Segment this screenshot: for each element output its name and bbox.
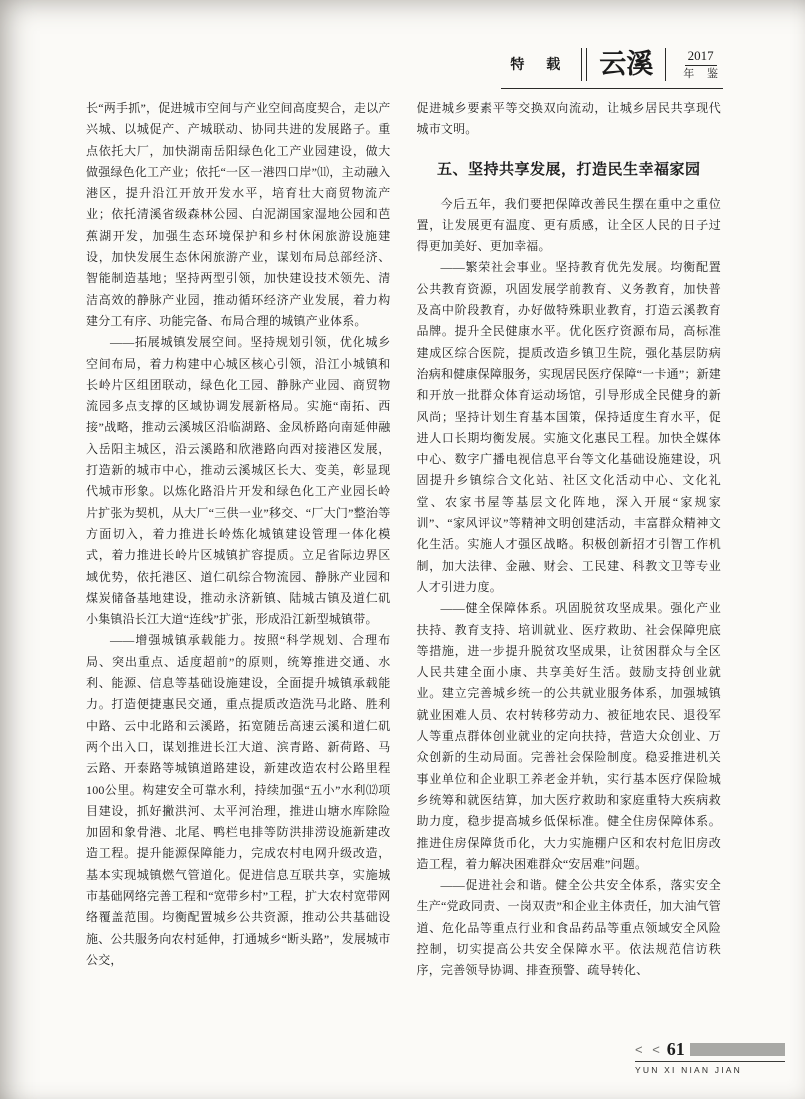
header-group [501, 48, 723, 89]
page-body [86, 98, 721, 1037]
paragraph: ——健全保障体系。巩固脱贫攻坚成果。强化产业扶持、教育支持、培训就业、医疗救助、社会保障兜底等措施，进一步提升脱贫攻坚成果，让贫困群众与全区人民共建全面小康、共享美好生活。鼓励支持创业就业。建立完善城乡统一的公共就业服务体系，加强城镇就业困难人员、农村转移劳动力、被征地农民、退役军人等重点群体创业就业的定向扶持，营造大众创业、万众创新的生动局面。完善社会保险制度。稳妥推进机关事业单位和企业职工养老金并轨，实行基本医疗保险城乡统筹和就医结算，加大医疗救助和家庭重特大疾病救助力度，稳步提高城乡低保标准。健全住房保障体系。推进住房保障货币化，大力实施棚户区和农村危旧房改造工程，着力解决困难群众“安居难”问题。 [416, 601, 721, 871]
section-label: 特 载 [510, 56, 570, 73]
year-block [678, 48, 723, 81]
yearbook-edition: 年 鉴 [683, 67, 723, 80]
paragraph: ——增强城镇承载能力。按照“科学规划、合理布局、突出重点、适度超前”的原则，统筹推进交通、水利、能源、信息等基础设施建设，全面提升城镇承载能力。打造便捷惠民交通，重点提质改造洗马北路、胜利中路、云中北路和云溪路，拓宽随岳高速云溪和道仁矶两个出入口，谋划推进长江大道、滨青路、新荷路、马云路、开泰路等城镇道路建设，新建改造农村公路里程100公里。构建安全可靠水利，持续加强“五小”水利⑿项目建设，抓好撇洪河、太平河治理，推进山塘水库除险加固和象骨港、北尾、鸭栏电排等防洪排涝设施新建改造工程。提升能源保障能力，完成农村电网升级改造，基本实现城镇燃气管道化。促进信息互联共享，实施城市基础网络完善工程和“宽带乡村”工程，扩大农村宽带网络覆盖范围。均衡配置城乡公共资源，推动公共基础设施、公共服务向农村延伸，打通城乡“断头路”，发展城市公交， [86, 633, 391, 967]
paragraph: ——促进社会和谐。健全公共安全体系，落实安全生产“党政同责、一岗双责”和企业主体责任，加大油气管道、危化品等重点行业和食品药品等重点领域安全风险控制，切实提高公共安全保障水平。依法规范信访秩序，完善领导协调、排查预警、疏导转化、 [416, 878, 721, 978]
page-number: 61 [666, 1039, 685, 1059]
page-footer [635, 1040, 785, 1075]
paragraph: ——繁荣社会事业。坚持教育优先发展。均衡配置公共教育资源，巩固发展学前教育、义务教育，加快普及高中阶段教育，办好做特殊职业教育，打造云溪教育品牌。提升全民健康水平。优化医疗资源布局，高标准建成区综合医院，提质改造乡镇卫生院，强化基层防病治病和健康保障服务，实现居民医疗保障“一卡通”；新建和开放一批群众体育运动场馆，引导形成全民健身的新风尚；坚持计划生育基本国策，保持适度生育水平，促进人口长期均衡发展。实施文化惠民工程。加快全媒体中心、数字广播电视信息平台等文化基础设施建设，巩固提升乡镇综合文化站、社区文化活动中心、文化礼堂、农家书屋等基层文化阵地，深入开展“家规家训”、“家风评议”等精神文明创建活动，丰富群众精神文化生活。实施人才强区战略。积极创新招才引智工作机制，加大法律、金融、财会、工民建、科教文卫等专业人才引进力度。 [416, 260, 721, 594]
section-heading: 五、坚持共享发展，打造民生幸福家园 [436, 160, 701, 178]
paragraph: 今后五年，我们要把保障改善民生摆在重中之重位置，让发展更有温度、更有质感，让全区人民的日子过得更加美好、更加幸福。 [416, 196, 721, 254]
page-header [501, 48, 723, 89]
left-column [86, 98, 391, 1037]
yearbook-brand: 云溪 [599, 48, 654, 79]
paragraph: 长“两手抓”，促进城市空间与产业空间高度契合，走以产兴城、以城促产、产城联动、协同共进的发展路子。重点依托大厂，加快湖南岳阳绿色化工产业园建设，做大做强绿色化工产业；依托“一区一港四口岸”⑾，主动融入港区，提升沿江开放开发水平，培育壮大商贸物流产业；依托清溪省级森林公园、白泥湖国家湿地公园和芭蕉湖开发，加强生态环境保护和乡村休闲旅游设施建设，加快发展生态休闲旅游产业，谋划布局总部经济、智能制造基地；坚持两型引领，加快建设技术领先、清洁高效的静脉产业园，推动循环经济产业发展，着力构建分工有序、功能完备、布局合理的城镇产业体系。 [86, 101, 391, 328]
page-nav-marks: < < [635, 1041, 663, 1057]
paragraph: 促进城乡要素平等交换双向流动，让城乡居民共享现代城市文明。 [416, 101, 721, 137]
folio-bar [690, 1043, 785, 1056]
paragraph: ——拓展城镇发展空间。坚持规划引领，优化城乡空间布局，着力构建中心城区核心引领，沿江小城镇和长岭片区组团联动，绿色化工园、静脉产业园、商贸物流园多点支撑的区域协调发展新格局。实施“南拓、西接”战略，推动云溪城区沿临湖路、金凤桥路向南延伸融入岳阳主城区，沿云溪路和欣港路向西对接港区发展，打造新的城市中心，推动云溪城区长大、变美，彰显现代城市形象。以炼化路沿片开发和绿色化工产业园长岭片扩张为契机，从大厂“三供一业”移交、“厂大门”整治等方面切入，着力推进长岭炼化城镇建设管理一体化模式，着力推进长岭片区城镇扩容提质。立足省际边界区域优势，依托港区、道仁矶综合物流园、静脉产业园和煤炭储备基地建设，推动永济新镇、陆城古镇及道仁矶小集镇沿长江大道“连线”扩张，形成沿江新型城镇带。 [86, 335, 391, 627]
double-rule-icon [581, 48, 587, 81]
yearbook-year: 2017 [685, 48, 717, 66]
yearbook-romanized-title: YUN XI NIAN JIAN [635, 1061, 785, 1075]
folio-row [635, 1040, 785, 1058]
vertical-rule-icon [665, 48, 666, 81]
right-column [417, 98, 722, 1037]
